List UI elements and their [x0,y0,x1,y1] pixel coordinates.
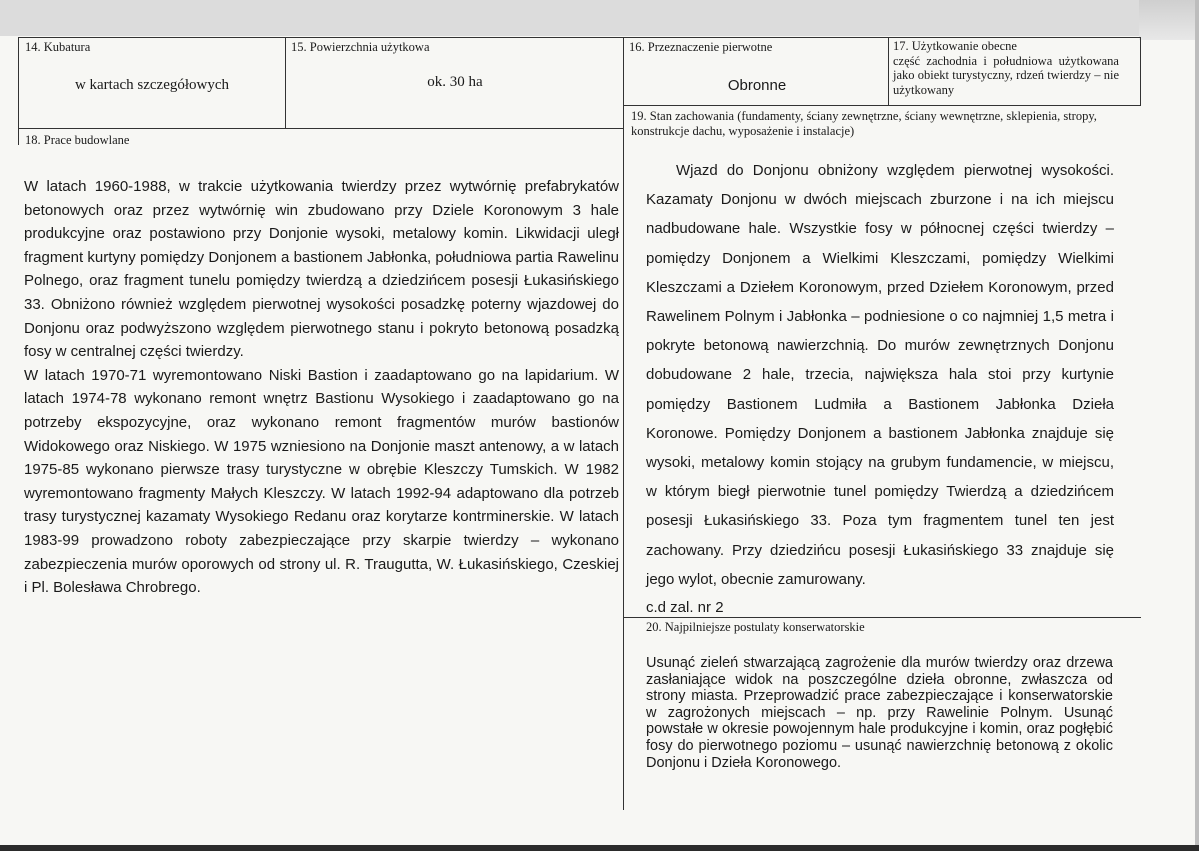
left-border [18,37,19,145]
row-divider-20 [623,617,1141,618]
cell-19-body [646,156,1114,594]
cell-14-label: 14. Kubatura [25,40,91,54]
cell-17 [893,39,1119,97]
cell-18-body [24,175,619,600]
cell-16-label: 16. Przeznaczenie pierwotne [629,40,773,54]
scan-bottom-edge [0,845,1199,851]
cell-20-body [646,655,1113,771]
row-divider-left [18,128,623,129]
row-divider-right [623,105,1141,106]
cell-15-label: 15. Powierzchnia użytkowa [291,40,430,54]
cell-20-paragraph: Usunąć zieleń stwarzającą zagrożenie dla murów twierdzy oraz drzewa zasłaniające widok na poszczególne dzieła obronne, zwłaszcza od strony miasta. Przeprowadzić prace zabezpieczające i konserwatorskie w zagrożonych miejscach – np. przy Rawelinie Polnym. Usunąć powstałe w okresie powojennym hale produkcyjne i komin, oraz pogłębić fosy do pierwotnego poziomu – usunąć nawierzchnię betonową z okolic Donjonu i Dzieła Koronowego. [646,655,1113,771]
cell-18-label: 18. Prace budowlane [25,133,130,147]
table-top-border [18,37,1141,38]
cell-19-paragraph: Wjazd do Donjonu obniżony względem pierwotnej wysokości. Kazamaty Donjonu w dwóch miejscach zburzone i na ich miejscu nadbudowane hale. Wszystkie fosy w północnej części twierdzy – pomiędzy Donjonem a Wielkimi Kleszczami, pomiędzy Wielkimi Kleszczami a Dziełem Koronowym, przed Dziełem Koronowym, przed Rawelinem Polnym i Jabłonka – podniesione o co najmniej 1,5 metra i pokryte betonową nawierzchnią. Do murów zewnętrznych Donjonu dobudowane 2 hale, trzecia, największa hala stoi przy kurtynie pomiędzy Bastionem Ludmiła a Bastionem Jabłonka Dzieła Koronowe. Pomiędzy Donjonem a bastionem Jabłonka znajduje się wysoki, metalowy komin stojący na grubym fundamencie, w miejscu, w którym biegł pierwotnie tunel pomiędzy Twierdzą a dziedzińcem posesji Łukasińskiego 33. Poza tym fragmentem tunel ten jest zachowany. Przy dziedzińcu posesji Łukasińskiego 33 znajduje się jego wylot, obecnie zamurowany. [646,162,1114,588]
center-divider [623,37,624,810]
cell-18-paragraph: W latach 1960-1988, w trakcie użytkowania twierdzy przez wytwórnię prefabrykatów betonowych oraz przez wytwórnię win zbudowano przy Dziele Koronowym 3 hale produkcyjne oraz postawiono przy Donjonie wysoki, metalowy komin. Likwidacji uległ fragment kurtyny pomiędzy Donjonem a bastionem Jabłonka, południowa partia Rawelinu Polnego, oraz fragment tunelu pomiędzy twierdzą a dziedzińcem posesji Łukasińskiego 33. Obniżono również względem pierwotnej wysokości posadzkę poterny wjazdowej do Donjonu oraz podwyższono względem pierwotnego stanu i pokryto betonową posadzką fosy w centralnej części twierdzy. [24,178,619,361]
divider-14-15 [285,37,286,128]
divider-16-17 [888,37,889,105]
cell-16-value: Obronne [727,77,787,94]
cell-18-paragraph: W latach 1970-71 wyremontowano Niski Bastion i zaadaptowano go na lapidarium. W latach 1974-78 wykonano remont wnętrz Bastionu Wysokiego i zaadaptowano go na potrzeby ekspozycyjne, oraz wykonano remont fragmentów murów bastionów Widokowego oraz Niskiego. W 1975 wzniesiono na Donjonie maszt antenowy, a w latach 1975-85 wykonano pierwsze trasy turystyczne w obrębie Kleszczy Tumskich. W 1982 wyremontowano fragmenty Małych Kleszczy. W latach 1992-94 adaptowano dla potrzeb trasy turystycznej kazamaty Wysokiego Redanu oraz korytarze kontrminerskie. W latach 1983-99 prowadzono roboty zabezpieczające przy skarpie twierdzy – wykonano zabezpieczenia murów oporowych od strony ul. R. Traugutta, W. Łukasińskiego, Czeskiej i Pl. Bolesława Chrobrego. [24,366,619,597]
cell-20-label: 20. Najpilniejsze postulaty konserwatorskie [646,620,865,634]
cell-17-label: 17. Użytkowanie obecne [893,39,1017,53]
continuation-note: c.d zal. nr 2 [646,599,724,616]
cell-19-label: 19. Stan zachowania (fundamenty, ściany zewnętrzne, ściany wewnętrzne, sklepienia, stropy, konstrukcje dachu, wyposażenie i instalacje) [631,109,1097,138]
scan-top-edge [0,0,1199,36]
cell-14-value: w kartach szczegółowych [74,77,230,93]
cell-15-value: ok. 30 ha [427,74,483,90]
right-border-top [1140,37,1141,105]
scan-right-edge [1195,0,1199,851]
cell-17-value: część zachodnia i południowa użytkowana jako obiekt turystyczny, rdzeń twierdzy – nie użytkowany [893,53,1119,97]
